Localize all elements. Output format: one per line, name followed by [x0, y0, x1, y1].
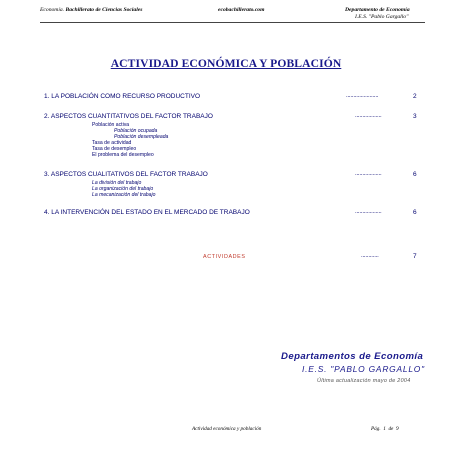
- toc-item-organizacion-trabajo[interactable]: La organización del trabajo: [92, 186, 154, 192]
- toc-activities[interactable]: ACTIVIDADES: [203, 254, 246, 260]
- footer-doc-title: Actividad económica y población: [192, 426, 262, 432]
- toc-section-4-page: 6: [413, 209, 417, 216]
- header-left-prefix: Economía.: [40, 7, 65, 13]
- toc-section-3-page: 6: [413, 171, 417, 178]
- toc-item-tasa-actividad[interactable]: Tasa de actividad: [92, 140, 132, 146]
- page-title: ACTIVIDAD ECONÓMICA Y POBLACIÓN: [110, 57, 342, 70]
- toc-section-4[interactable]: 4. LA INTERVENCIÓN DEL ESTADO EN EL MERCADO DE TRABAJO: [44, 209, 250, 216]
- toc-activities-dots: ............: [361, 253, 379, 259]
- toc-item-division-trabajo[interactable]: La división del trabajo: [92, 180, 142, 186]
- toc-section-3-dots: ..................: [355, 171, 382, 177]
- toc-section-1-page: 2: [413, 93, 417, 100]
- header-right-dept: Departamento de Economía: [345, 7, 410, 13]
- footer-of-label: de: [388, 426, 394, 432]
- toc-section-1-dots: ......................: [346, 93, 379, 99]
- signature-dept: Departamentos de Economía: [281, 351, 424, 362]
- toc-section-3[interactable]: 3. ASPECTOS CUALITATIVOS DEL FACTOR TRABAJO: [44, 171, 208, 178]
- header-left-course: Bachillerato de Ciencias Sociales: [65, 7, 143, 13]
- toc-item-poblacion-desempleada[interactable]: Población desempleada: [114, 134, 169, 140]
- toc-item-problema-desempleo[interactable]: El problema del desempleo: [92, 152, 154, 158]
- toc-section-2[interactable]: 2. ASPECTOS CUANTITATIVOS DEL FACTOR TRABAJO: [44, 113, 213, 120]
- toc-section-2-dots: ..................: [355, 113, 382, 119]
- header-divider: [40, 22, 425, 23]
- last-updated: Última actualización mayo de 2004: [317, 378, 411, 384]
- toc-activities-page: 7: [413, 253, 417, 260]
- header-left: [40, 7, 142, 13]
- header-center: ecobachillerato.com: [218, 7, 265, 13]
- footer-page-label: Pág.: [371, 426, 381, 432]
- footer-page-num: 1: [383, 426, 386, 432]
- toc-section-2-page: 3: [413, 113, 417, 120]
- toc-item-poblacion-activa[interactable]: Población activa: [92, 122, 130, 128]
- toc-item-mecanizacion-trabajo[interactable]: La mecanización del trabajo: [92, 192, 156, 198]
- toc-section-1[interactable]: 1. LA POBLACIÓN COMO RECURSO PRODUCTIVO: [44, 93, 201, 100]
- header-right-school: I.E.S. "Pablo Gargallo": [355, 14, 409, 20]
- footer-pagination: [371, 426, 399, 432]
- footer-total: 9: [395, 426, 399, 432]
- toc-section-4-dots: ..................: [355, 209, 382, 215]
- toc-item-tasa-desempleo[interactable]: Tasa de desempleo: [92, 146, 137, 152]
- toc-item-poblacion-ocupada[interactable]: Población ocupada: [114, 128, 158, 134]
- signature-school: I.E.S. "PABLO GARGALLO": [302, 364, 425, 374]
